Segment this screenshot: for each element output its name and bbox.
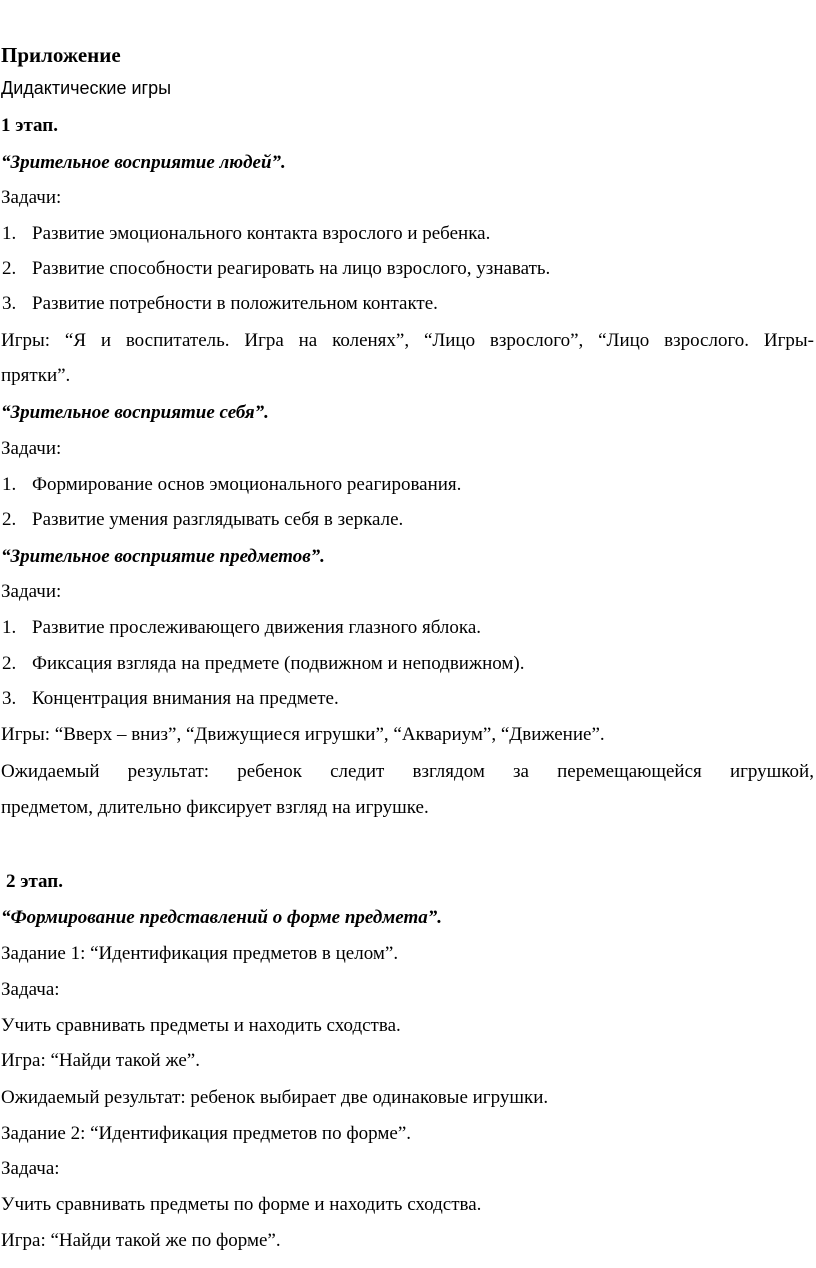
- list-item-text: Концентрация внимания на предмете.: [32, 688, 339, 709]
- stage1-heading: 1 этап.: [1, 115, 58, 136]
- list-item-text: Развитие способности реагировать на лицо взрослого, узнавать.: [32, 258, 551, 279]
- list-item-number: 2.: [2, 258, 17, 279]
- stage2-line: Задача:: [1, 1158, 60, 1179]
- word: результат:: [127, 761, 210, 782]
- list-item-number: 1.: [2, 617, 17, 638]
- word: ребенок: [237, 761, 302, 782]
- word: следит: [330, 761, 385, 782]
- list-item-text: Развитие прослеживающего движения глазного яблока.: [32, 617, 482, 638]
- word: “Лицо: [423, 330, 476, 351]
- stage2-section-title: “Формирование представлений о форме предмета”.: [1, 907, 442, 928]
- section1-games-line1: [1, 329, 814, 353]
- section1-games-line2: прятки”.: [1, 365, 71, 386]
- page-title: Приложение: [1, 43, 121, 67]
- list-item-number: 2.: [2, 509, 17, 530]
- word: “Лицо: [598, 330, 650, 351]
- word: на: [298, 330, 318, 351]
- stage2-heading: 2 этап.: [6, 871, 63, 892]
- section3-tasks-label: Задачи:: [1, 581, 62, 602]
- list-item-text: Формирование основ эмоционального реагирования.: [32, 474, 462, 495]
- list-item-number: 3.: [2, 293, 17, 314]
- word: Игры-: [763, 330, 814, 351]
- list-item-number: 3.: [2, 688, 17, 709]
- section3-result-line2: предметом, длительно фиксирует взгляд на игрушке.: [1, 797, 429, 818]
- word: Игра: [244, 330, 284, 351]
- word: и: [100, 330, 111, 351]
- word: за: [513, 761, 529, 782]
- stage2-line: Игра: “Найди такой же”.: [1, 1050, 200, 1071]
- stage2-line: Учить сравнивать предметы и находить сходства.: [1, 1015, 401, 1036]
- section3-games: Игры: “Вверх – вниз”, “Движущиеся игрушки”, “Аквариум”, “Движение”.: [1, 724, 605, 745]
- list-item-text: Развитие эмоционального контакта взрослого и ребенка.: [32, 223, 491, 244]
- word: перемещающейся: [557, 761, 702, 782]
- section1-tasks-label: Задачи:: [1, 187, 62, 208]
- list-item-text: Фиксация взгляда на предмете (подвижном и неподвижном).: [32, 653, 525, 674]
- section2-title: “Зрительное восприятие себя”.: [1, 402, 269, 423]
- word: взрослого”,: [489, 330, 584, 351]
- list-item-number: 1.: [2, 223, 17, 244]
- page-subtitle: Дидактические игры: [1, 78, 172, 98]
- stage2-line: Задание 2: “Идентификация предметов по форме”.: [1, 1123, 412, 1144]
- word: коленях”,: [332, 330, 410, 351]
- section2-tasks-label: Задачи:: [1, 438, 62, 459]
- stage2-line: Игра: “Найди такой же по форме”.: [1, 1230, 281, 1251]
- section1-title: “Зрительное восприятие людей”.: [1, 152, 286, 173]
- section3-title: “Зрительное восприятие предметов”.: [1, 546, 325, 567]
- word: “Я: [64, 330, 86, 351]
- word: воспитатель.: [125, 330, 230, 351]
- word: взрослого.: [664, 330, 750, 351]
- stage2-line: Задача:: [1, 979, 60, 1000]
- list-item-text: Развитие потребности в положительном контакте.: [32, 293, 438, 314]
- word: Игры:: [1, 330, 51, 351]
- word: игрушкой,: [729, 761, 814, 782]
- list-item-number: 1.: [2, 474, 17, 495]
- section3-result-line1: [1, 760, 814, 784]
- list-item-text: Развитие умения разглядывать себя в зеркале.: [32, 509, 404, 530]
- stage2-line: Ожидаемый результат: ребенок выбирает две одинаковые игрушки.: [1, 1087, 549, 1108]
- list-item-number: 2.: [2, 653, 17, 674]
- word: взглядом: [412, 761, 485, 782]
- word: Ожидаемый: [1, 761, 100, 782]
- stage2-line: Учить сравнивать предметы по форме и находить сходства.: [1, 1194, 482, 1215]
- stage2-line: Задание 1: “Идентификация предметов в целом”.: [1, 943, 399, 964]
